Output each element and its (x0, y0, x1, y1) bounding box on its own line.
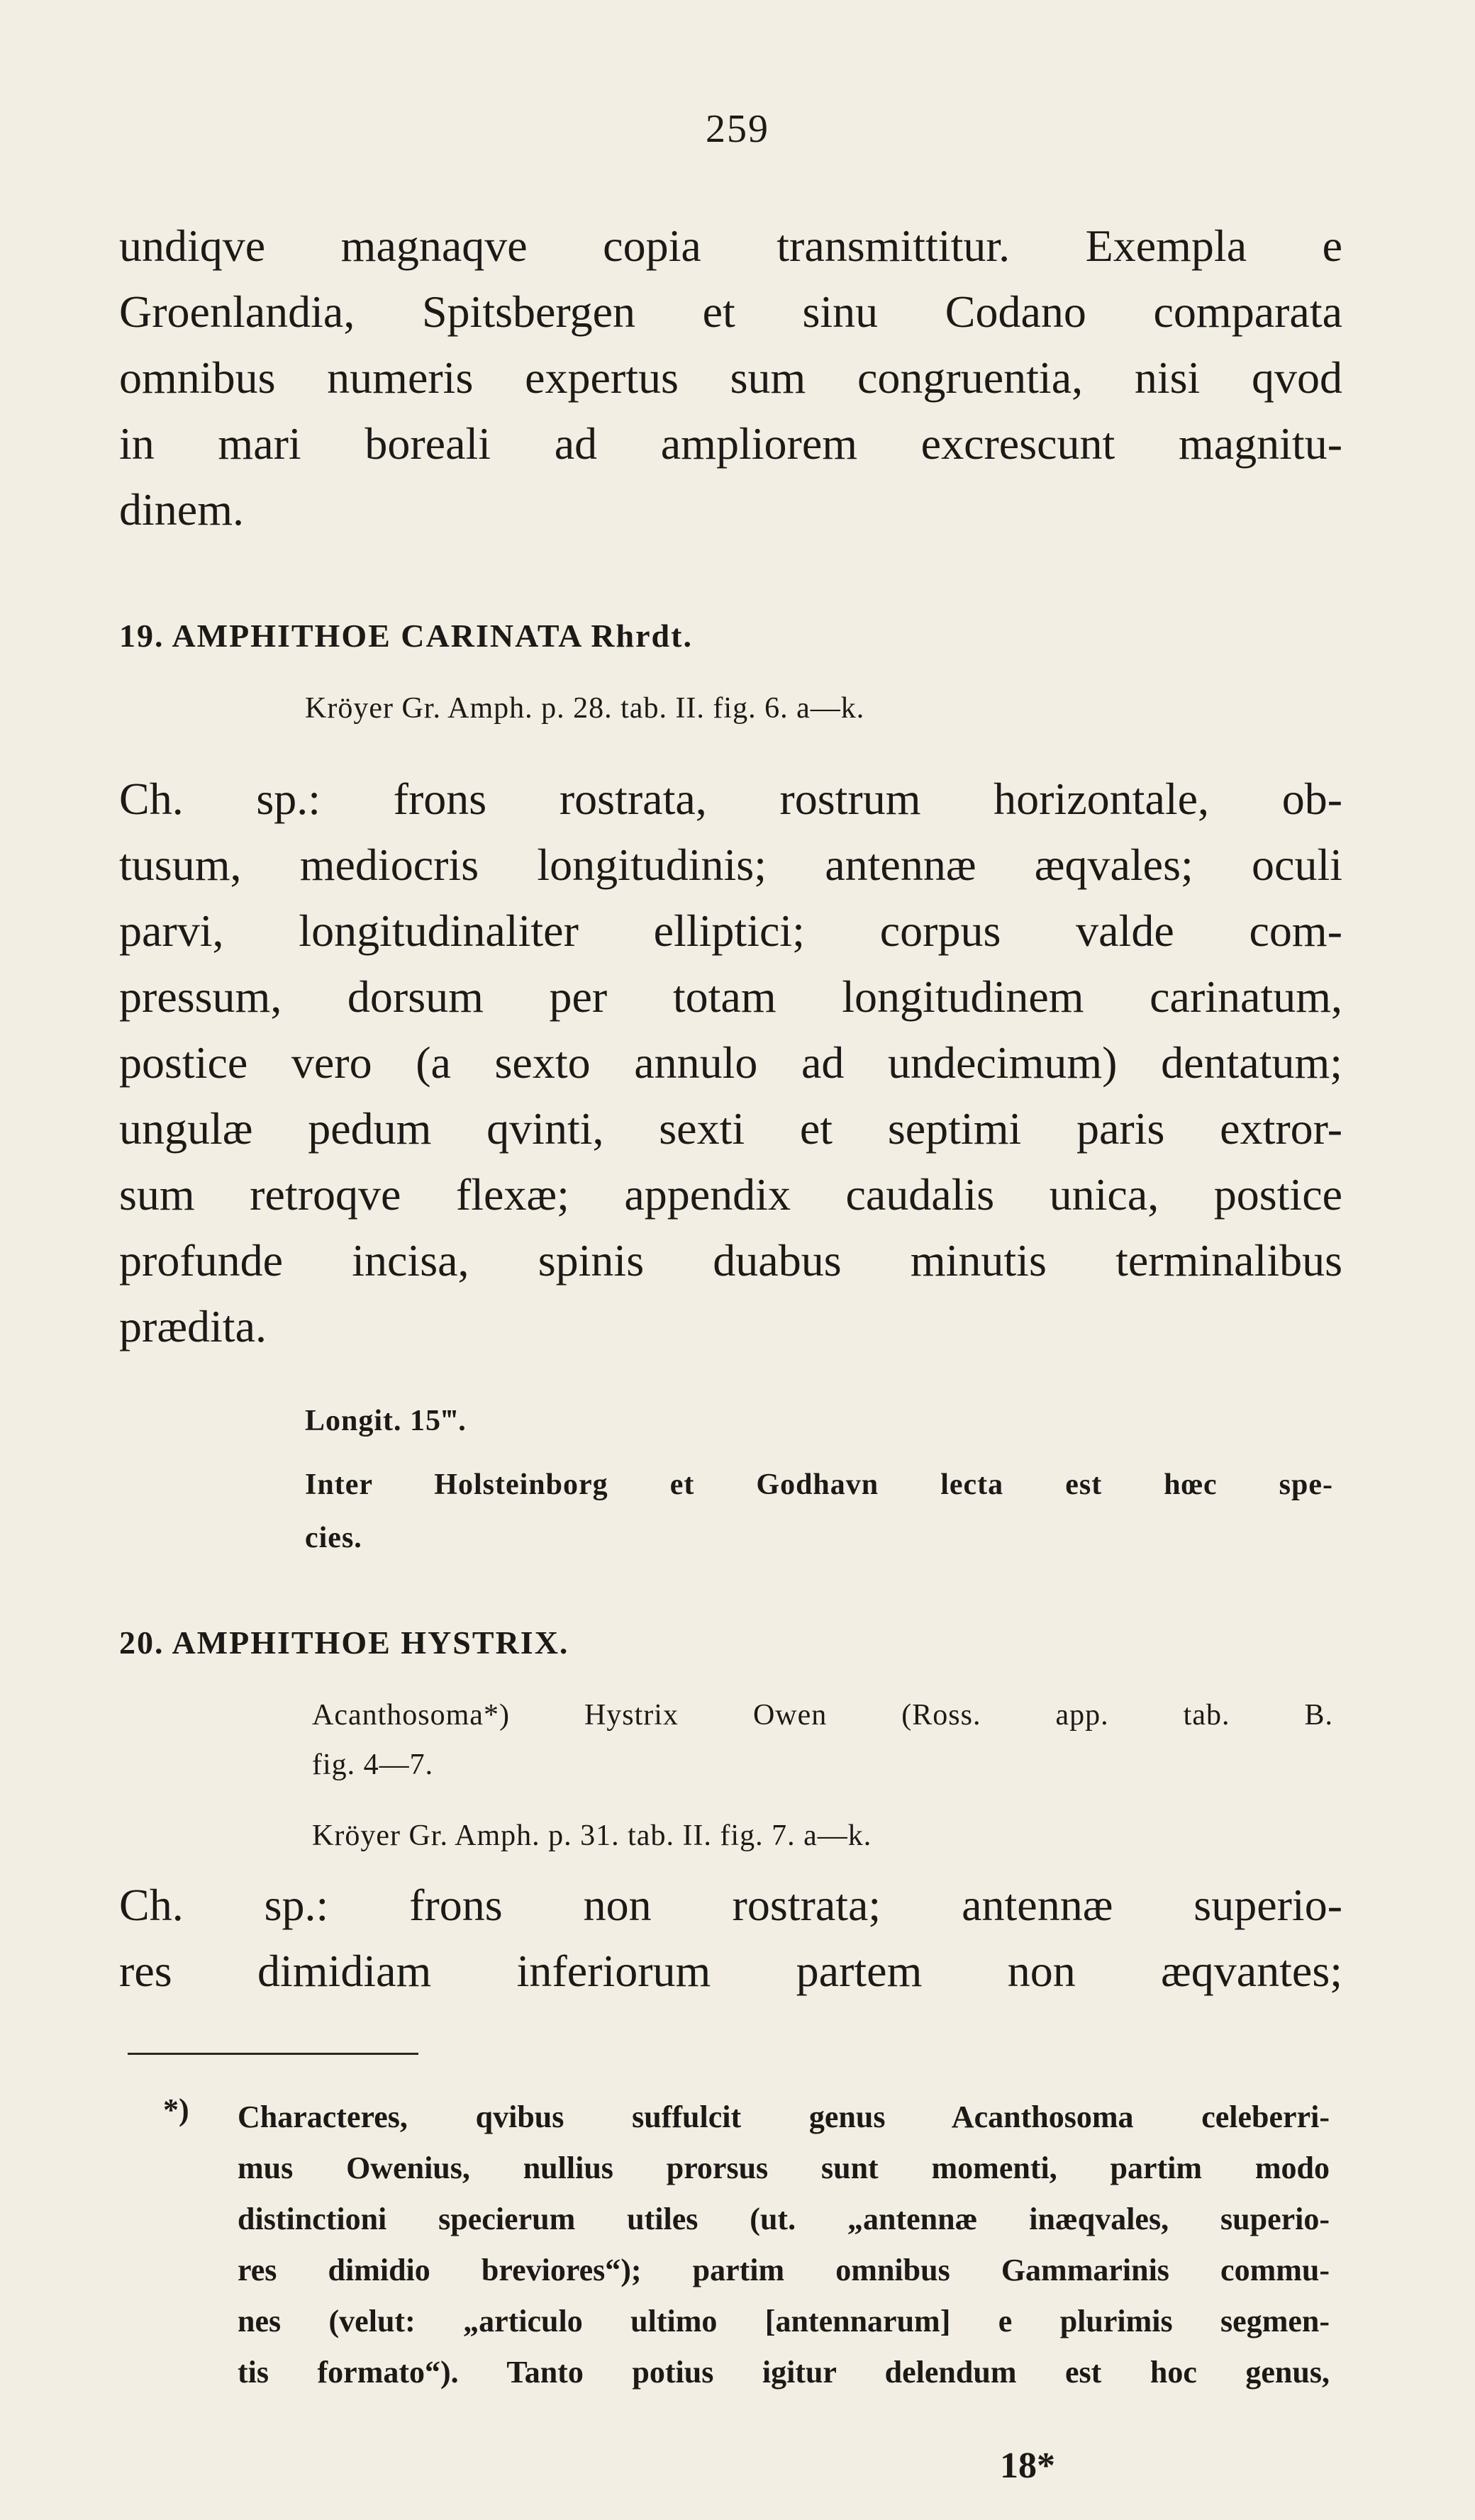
species-20-reference: Kröyer Gr. Amph. p. 31. tab. II. fig. 7. a—k. (312, 1819, 872, 1852)
text-line: sum retroqve flexæ; appendix caudalis unica, postice (119, 1169, 1342, 1220)
species-19-heading: 19. AMPHITHOE CARINATA Rhrdt. (119, 618, 693, 654)
page-number: 259 (706, 107, 769, 151)
text-line: res dimidiam inferiorum partem non æqvantes; (119, 1946, 1342, 1996)
species-19-description (119, 766, 1342, 1359)
text-line: Ch. sp.: frons rostrata, rostrum horizontale, ob- (119, 774, 1342, 824)
footnote-line: distinctioni specierum utiles (ut. „antennæ inæqvales, superio- (238, 2202, 1330, 2236)
species-20-reference-line: fig. 4—7. (312, 1749, 434, 1781)
text-line: tusum, mediocris longitudinis; antennæ æqvales; oculi (119, 840, 1342, 890)
text-line: postice vero (a sexto annulo ad undecimum) dentatum; (119, 1037, 1342, 1088)
species-20-reference-line: Acanthosoma*) Hystrix Owen (Ross. app. tab. B. (312, 1699, 1333, 1732)
text-line: parvi, longitudinaliter elliptici; corpus valde com- (119, 905, 1342, 956)
text-line: pressum, dorsum per totam longitudinem carinatum, (119, 971, 1342, 1022)
text-line: omnibus numeris expertus sum congruentia, nisi qvod (119, 352, 1342, 403)
footnote-line: Characteres, qvibus suffulcit genus Acanthosoma celeberri- (238, 2100, 1330, 2134)
species-19-locality-line: cies. (305, 1522, 362, 1554)
text-line: profunde incisa, spinis duabus minutis terminalibus (119, 1235, 1342, 1286)
footnote-line: mus Owenius, nullius prorsus sunt momenti, partim modo (238, 2151, 1330, 2185)
text-line: undiqve magnaqve copia transmittitur. Exempla e (119, 221, 1342, 271)
species-20-description (119, 1872, 1342, 2004)
footnote-marker: *) (163, 2092, 189, 2127)
footnote (238, 2092, 1330, 2398)
footnote-divider (128, 2053, 418, 2055)
footnote-line: res dimidio breviores“); partim omnibus Gammarinis commu- (238, 2253, 1330, 2287)
text-line: ungulæ pedum qvinti, sexti et septimi paris extror- (119, 1103, 1342, 1154)
signature-mark: 18* (1000, 2446, 1055, 2486)
species-19-locality-line: Inter Holsteinborg et Godhavn lecta est hœc spe- (305, 1468, 1333, 1501)
species-19-reference: Kröyer Gr. Amph. p. 28. tab. II. fig. 6. a—k. (305, 692, 865, 725)
text-line: dinem. (119, 484, 244, 535)
text-line: prædita. (119, 1301, 267, 1351)
footnote-line: tis formato“). Tanto potius igitur delendum est hoc genus, (238, 2355, 1330, 2390)
footnote-line: nes (velut: „articulo ultimo [antennarum] e plurimis segmen- (238, 2304, 1330, 2338)
text-line: Groenlandia, Spitsbergen et sinu Codano comparata (119, 286, 1342, 337)
species-19-length: Longit. 15‴. (305, 1405, 467, 1437)
species-20-heading: 20. AMPHITHOE HYSTRIX. (119, 1624, 569, 1661)
text-line: in mari boreali ad ampliorem excrescunt magnitu- (119, 418, 1342, 469)
text-line: Ch. sp.: frons non rostrata; antennæ superio- (119, 1880, 1342, 1930)
paragraph-intro (119, 213, 1342, 542)
